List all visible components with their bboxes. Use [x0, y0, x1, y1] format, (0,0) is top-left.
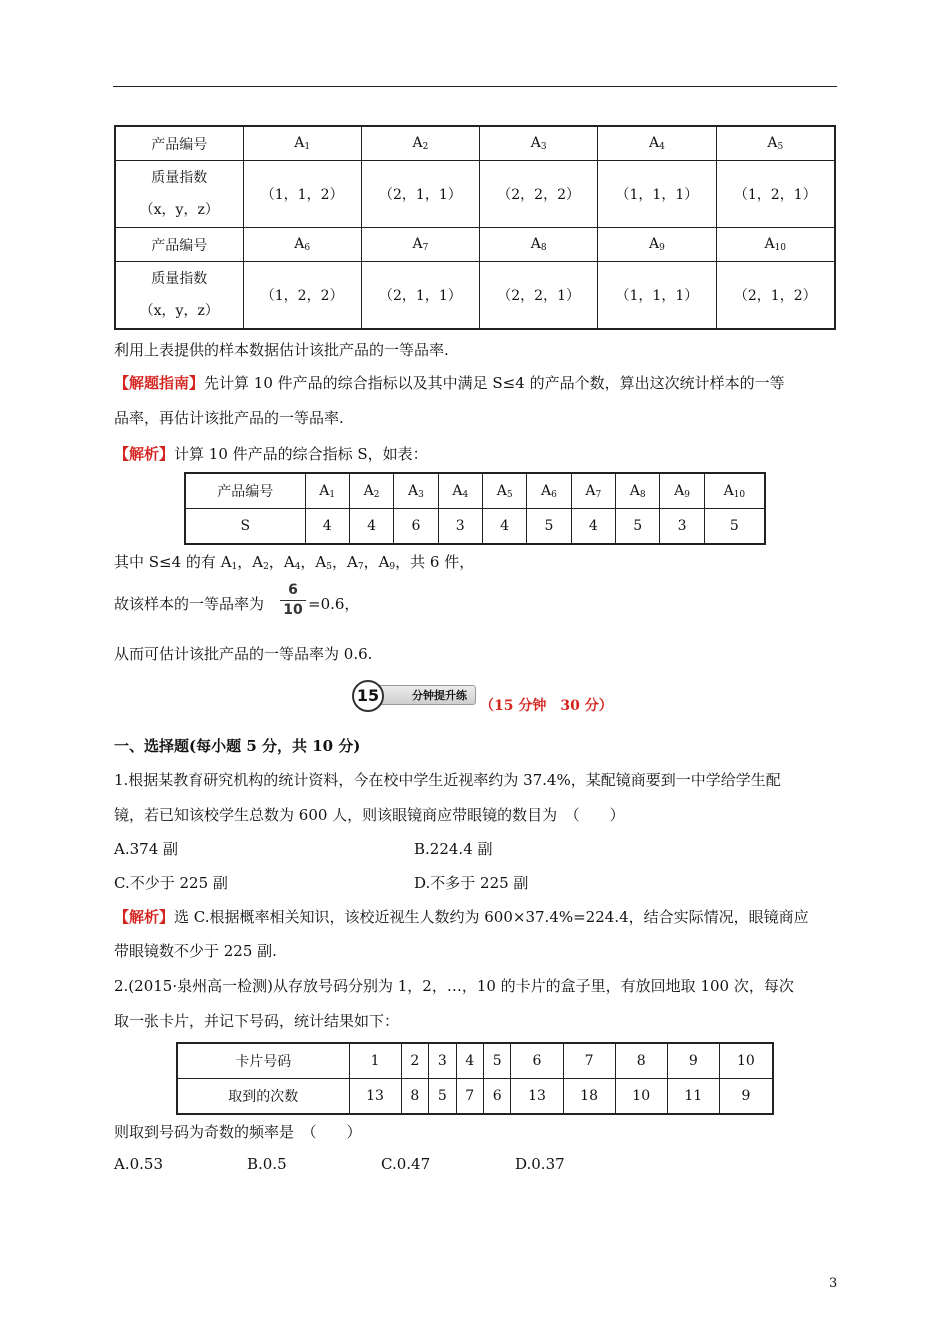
product-id: A [648, 236, 660, 252]
option-c: C.不少于 225 副 [114, 874, 228, 892]
card-number: 7 [563, 1043, 615, 1079]
paragraph: 【解题指南】先计算 10 件产品的综合指标以及其中满足 S≤4 的产品个数，算出这次统计样本的一等 [114, 374, 785, 392]
paragraph: 利用上表提供的样本数据估计该批产品的一等品率. [114, 341, 449, 359]
paragraph: 故该样本的一等品率为 [114, 595, 265, 613]
option-c: C.0.47 [381, 1155, 431, 1173]
card-number: 10 [719, 1043, 773, 1079]
product-id: A [541, 482, 552, 499]
row-label: 取到的次数 [177, 1079, 349, 1115]
paragraph: 取一张卡片，并记下号码，统计结果如下： [114, 1012, 400, 1030]
card-number: 8 [615, 1043, 667, 1079]
quality-value: （1，1，1） [598, 161, 716, 228]
draw-count: 6 [483, 1079, 510, 1115]
table-row: 质量指数 （x，y，z） （1，2，2） （2，1，1） （2，2，1） （1，1，1） （2，1，2） [115, 262, 835, 330]
section-title: 一、选择题(每小题 5 分，共 10 分) [114, 737, 361, 755]
header-rule [113, 86, 837, 87]
product-id: A [407, 482, 419, 499]
quality-index-table [114, 125, 836, 330]
quality-value: （2，1，1） [361, 262, 479, 330]
s-value: 6 [394, 509, 438, 545]
card-number: 6 [511, 1043, 563, 1079]
s-value: 5 [704, 509, 765, 545]
paragraph: 品率，再估计该批产品的一等品率. [114, 409, 344, 427]
row-label: 卡片号码 [177, 1043, 349, 1079]
card-number: 3 [429, 1043, 456, 1079]
product-id: A [496, 482, 507, 499]
paragraph: 其中 S≤4 的有 $A_1$，$A_2$，$A_4$，$A_5$，$A_7$，$A_9$，共 6 件， [114, 553, 475, 572]
card-number: 4 [456, 1043, 483, 1079]
paragraph: 【解析】选 C.根据概率相关知识，该校近视生人数约为 600×37.4%=224.4，结合实际情况，眼镜商应 [114, 908, 809, 926]
table-row [185, 509, 765, 545]
solution-tag: 【解析】 [114, 445, 175, 463]
card-number: 9 [667, 1043, 719, 1079]
badge-number: 15 [352, 680, 384, 712]
card-number: 2 [401, 1043, 428, 1079]
s-value: 5 [527, 509, 571, 545]
badge-time: （15 分钟 30 分） [480, 698, 613, 714]
option-b: B.224.4 副 [414, 840, 493, 858]
row-label: 产品编号 [115, 228, 243, 262]
quality-value: （2，1，1） [361, 161, 479, 228]
paragraph: 从而可估计该批产品的一等品率为 0.6. [114, 645, 373, 663]
product-id: A [363, 482, 374, 499]
row-label: 产品编号 [115, 126, 243, 161]
product-id: A [319, 482, 330, 499]
product-id: A [452, 482, 463, 499]
table-row: 质量指数 （x，y，z） （1，1，2） （2，1，1） （2，2，2） （1，1，1） （1，2，1） [115, 161, 835, 228]
quality-value: （1，1，1） [598, 262, 716, 330]
table-row: 产品编号 $A_1$ $A_2$ $A_3$ $A_4$ $A_5$ [115, 126, 835, 161]
product-id: A [674, 482, 685, 499]
paragraph: =0.6， [308, 595, 360, 613]
paragraph: 1.根据某教育研究机构的统计资料，今在校中学生近视率约为 37.4%，某配镜商要到一中学给学生配 [114, 771, 781, 789]
table-row: 产品编号 $A_6$ $A_7$ $A_8$ $A_9$ $A_{10}$ [115, 228, 835, 262]
s-value: 4 [349, 509, 393, 545]
draw-count: 7 [456, 1079, 483, 1115]
draw-count: 9 [719, 1079, 773, 1115]
s-value: 4 [305, 509, 349, 545]
row-label: 产品编号 [185, 473, 305, 509]
paragraph: 2.(2015·泉州高一检测)从存放号码分别为 1，2，…，10 的卡片的盒子里，有放回地取 100 次，每次 [114, 977, 794, 995]
answer-tag: 【解析】 [114, 908, 175, 926]
quality-value: （1，2，1） [716, 161, 835, 228]
s-value: 4 [571, 509, 615, 545]
draw-count: 11 [667, 1079, 719, 1115]
quality-value: （2，1，2） [716, 262, 835, 330]
draw-count: 13 [349, 1079, 401, 1115]
score-table [184, 472, 766, 545]
option-d: D.0.37 [515, 1155, 565, 1173]
product-id: A [723, 482, 734, 499]
option-d: D.不多于 225 副 [414, 874, 529, 892]
option-a: A.374 副 [114, 840, 178, 858]
row-label: S [185, 509, 305, 545]
product-id: A [629, 482, 640, 499]
row-label: 质量指数 [151, 170, 208, 186]
draw-count: 8 [401, 1079, 428, 1115]
table-row: 产品编号 $A_1$ $A_2$ $A_3$ $A_4$ $A_5$ $A_6$ $A_7$ $A_8$ $A_9$ $A_{10}$ [185, 473, 765, 509]
draw-count: 18 [563, 1079, 615, 1115]
product-id: A [412, 236, 423, 252]
s-value: 3 [438, 509, 482, 545]
row-label: 质量指数 [151, 271, 208, 287]
product-id: A [294, 135, 305, 151]
draw-count: 13 [511, 1079, 563, 1115]
product-id: A [764, 236, 775, 252]
card-number: 1 [349, 1043, 401, 1079]
draw-count: 10 [615, 1079, 667, 1115]
paragraph: 带眼镜数不少于 225 副. [114, 942, 277, 960]
paragraph: 【解析】计算 10 件产品的综合指标 S，如表： [114, 445, 428, 463]
product-id: A [294, 236, 305, 252]
draw-count: 5 [429, 1079, 456, 1115]
option-b: B.0.5 [247, 1155, 287, 1173]
tip-tag: 【解题指南】 [114, 374, 205, 392]
product-id: A [767, 135, 778, 151]
paragraph: 镜，若已知该校学生总数为 600 人，则该眼镜商应带眼镜的数目为 （ ） [114, 806, 625, 824]
page-number: 3 [829, 1276, 838, 1291]
product-id: A [530, 135, 541, 151]
card-number: 5 [483, 1043, 510, 1079]
product-id: A [412, 135, 423, 151]
quality-value: （1，2，2） [243, 262, 361, 330]
quality-value: （2，2，1） [480, 262, 598, 330]
quality-value: （2，2，2） [480, 161, 598, 228]
s-value: 3 [660, 509, 704, 545]
fraction: 6 10 [280, 582, 306, 619]
product-id: A [530, 236, 541, 252]
product-id: A [585, 482, 596, 499]
option-a: A.0.53 [114, 1155, 163, 1173]
card-count-table [176, 1042, 774, 1115]
s-value: 5 [616, 509, 660, 545]
quality-value: （1，1，2） [243, 161, 361, 228]
product-id: A [648, 135, 660, 151]
section-banner: 分钟提升练 [372, 685, 476, 705]
table-row [177, 1079, 773, 1115]
paragraph: 则取到号码为奇数的频率是 （ ） [114, 1123, 362, 1141]
s-value: 4 [482, 509, 526, 545]
table-row [177, 1043, 773, 1079]
